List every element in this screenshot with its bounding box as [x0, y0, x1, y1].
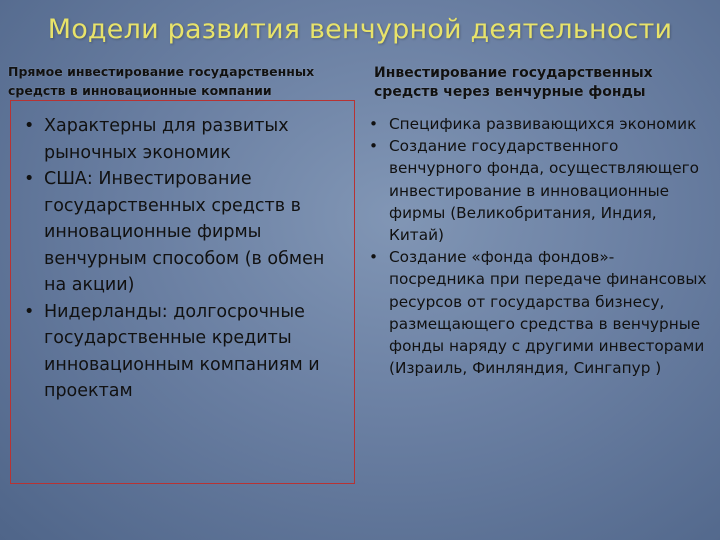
left-bullet-item: • США: Инвестирование государственных средств в инновационные фирмы венчурным способом (в обмен на акции) — [44, 166, 344, 299]
left-bullet-item: • Характерны для развитых рыночных экономик — [44, 113, 344, 166]
left-bullet-item: • Нидерланды: долгосрочные государственные кредиты инновационным компаниям и проектам — [44, 299, 344, 405]
slide-title: Модели развития венчурной деятельности — [47, 14, 673, 45]
left-column-header: Прямое инвестирование государственных средств в инновационные компании — [8, 64, 315, 98]
left-bullet-list — [44, 113, 344, 405]
right-column-header: Инвестирование государственных средств через венчурные фонды — [374, 65, 653, 100]
right-bullet-item: • Специфика развивающихся экономик — [389, 113, 714, 135]
right-bullet-item: • Создание «фонда фондов»- посредника при передаче финансовых ресурсов от государства бизнесу, размещающего средства в венчурные фонды наряду с другими инвесторами (Израиль, Финляндия, Сингапур ) — [389, 246, 714, 379]
right-bullet-item: • Создание государственного венчурного фонда, осуществляющего инвестирование в инновационные фирмы (Великобритания, Индия, Китай) — [389, 135, 714, 246]
right-bullet-list — [389, 113, 714, 379]
